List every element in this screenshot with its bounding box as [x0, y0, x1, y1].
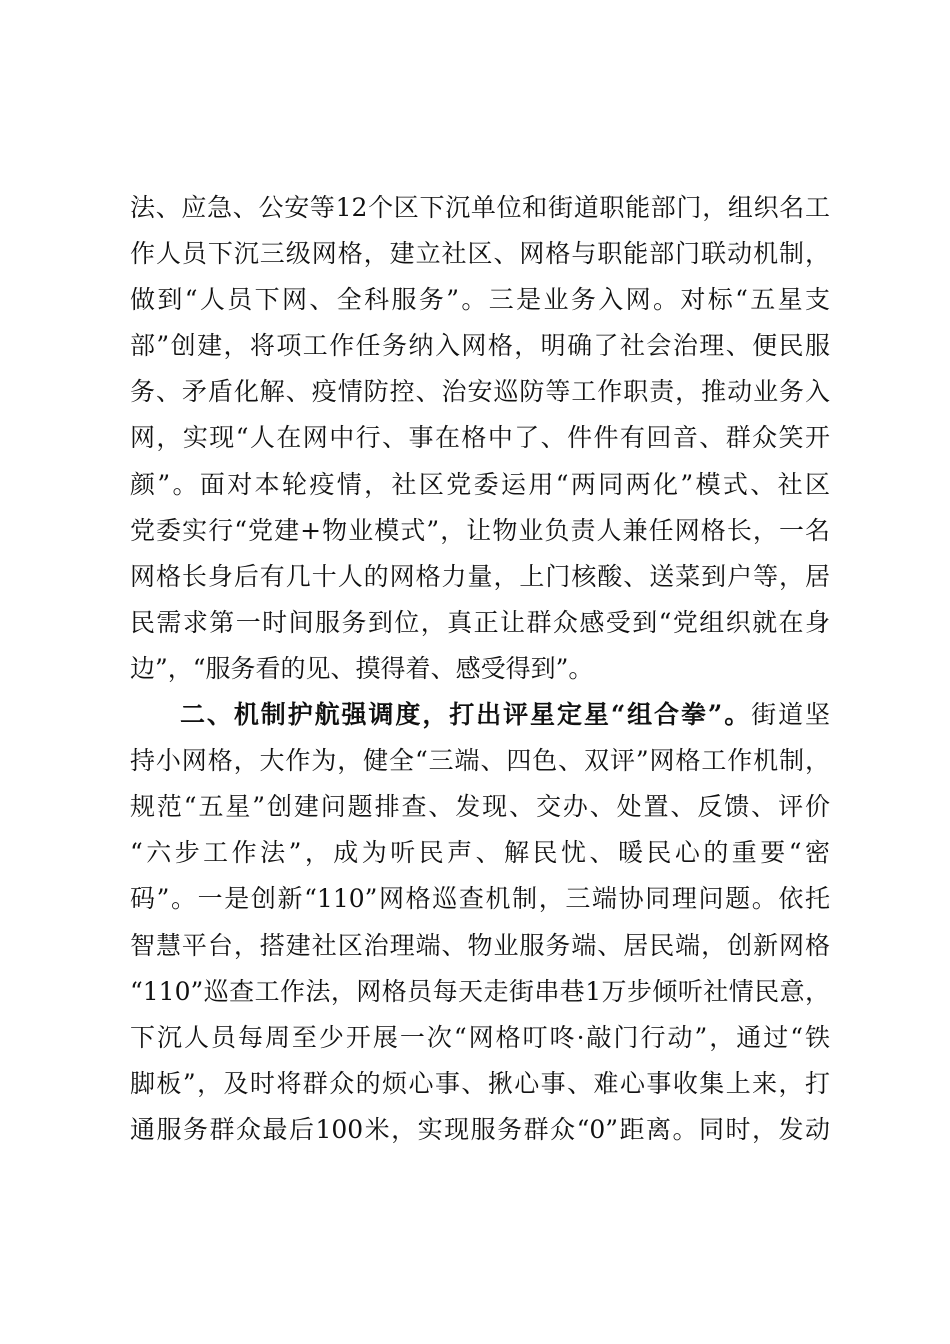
text-line: 作人员下沉三级网格，建立社区、网格与职能部门联动机制， [130, 239, 830, 269]
paragraph-first-line [130, 692, 830, 738]
text-line: 脚板”，及时将群众的烦心事、揪心事、难心事收集上来，打 [130, 1068, 830, 1098]
text-line: 务、矛盾化解、疫情防控、治安巡防等工作职责，推动业务入 [130, 377, 830, 407]
text-line: 网，实现“人在网中行、事在格中了、件件有回音、群众笑开 [130, 423, 830, 453]
text-line: 党委实行“党建+物业模式”，让物业负责人兼任网格长，一名 [130, 515, 830, 545]
text-line: 通服务群众最后100米，实现服务群众“0”距离。同时，发动 [130, 1114, 830, 1144]
text-line: “110”巡查工作法，网格员每天走街串巷1万步倾听社情民意， [130, 976, 830, 1006]
text-line: 智慧平台，搭建社区治理端、物业服务端、居民端，创新网格 [130, 930, 830, 960]
text-line: 下沉人员每周至少开展一次“网格叮咚·敲门行动”，通过“铁 [130, 1022, 830, 1052]
paragraph-2 [130, 692, 830, 1153]
text-line: 规范“五星”创建问题排查、发现、交办、处置、反馈、评价 [130, 792, 830, 822]
text-line: “六步工作法”，成为听民声、解民忧、暖民心的重要“密 [130, 838, 830, 868]
text-line: 码”。一是创新“110”网格巡查机制，三端协同理问题。依托 [130, 884, 830, 914]
heading-continuation: 街道坚 [751, 700, 830, 730]
text-line: 民需求第一时间服务到位，真正让群众感受到“党组织就在身 [130, 607, 830, 637]
text-line: 网格长身后有几十人的网格力量，上门核酸、送菜到户等，居 [130, 561, 830, 591]
body-text [130, 185, 830, 1153]
text-line: 做到“人员下网、全科服务”。三是业务入网。对标“五星支 [130, 285, 830, 315]
text-line: 法、应急、公安等12个区下沉单位和街道职能部门，组织名工 [130, 193, 830, 222]
text-line: 部”创建，将项工作任务纳入网格，明确了社会治理、便民服 [130, 331, 830, 361]
text-line: 颜”。面对本轮疫情，社区党委运用“两同两化”模式、社区 [130, 469, 830, 499]
text-line: 边”，“服务看的见、摸得着、感受得到”。 [130, 653, 594, 683]
section-heading: 二、机制护航强调度，打出评星定星“组合拳”。 [180, 700, 752, 730]
text-line: 持小网格，大作为，健全“三端、四色、双评”网格工作机制， [130, 746, 830, 776]
paragraph-1 [130, 185, 830, 692]
